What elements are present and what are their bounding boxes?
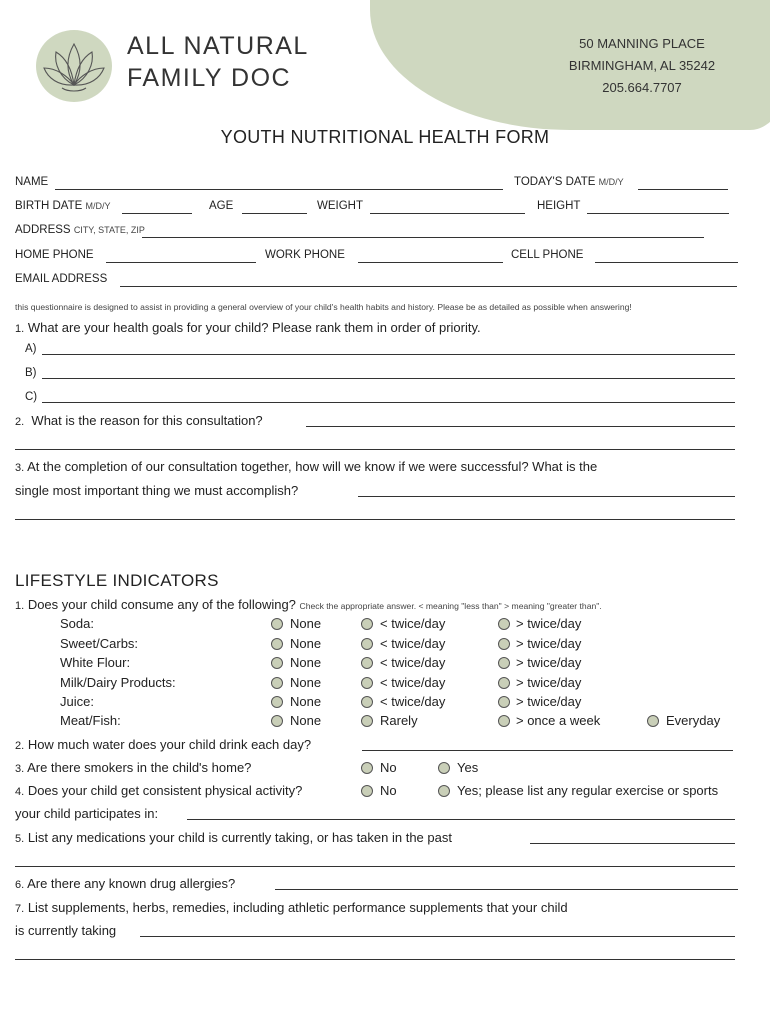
goal-b-field[interactable] bbox=[42, 378, 735, 379]
radio-sweets-more[interactable] bbox=[498, 638, 510, 650]
sweets-more-label: > twice/day bbox=[516, 636, 582, 651]
consultation-reason-field[interactable] bbox=[306, 426, 735, 427]
water-intake-field[interactable] bbox=[362, 750, 733, 751]
soda-none-label: None bbox=[290, 616, 322, 631]
cell-phone-field[interactable] bbox=[595, 262, 738, 263]
radio-soda-less[interactable] bbox=[361, 618, 373, 630]
dairy-more-label: > twice/day bbox=[516, 675, 582, 690]
lotus-logo-icon bbox=[36, 30, 112, 102]
brand-line-2: FAMILY DOC bbox=[127, 64, 292, 92]
radio-meat-rarely[interactable] bbox=[361, 715, 373, 727]
sweets-less-label: < twice/day bbox=[380, 636, 446, 651]
lifestyle-question-3 bbox=[15, 760, 251, 775]
radio-juice-more[interactable] bbox=[498, 696, 510, 708]
lifestyle-6-text: Are there any known drug allergies? bbox=[27, 876, 236, 891]
question-3 bbox=[15, 459, 597, 474]
height-label: HEIGHT bbox=[537, 200, 581, 212]
food-label-soda: Soda: bbox=[60, 616, 94, 631]
radio-flour-more[interactable] bbox=[498, 657, 510, 669]
birth-date-text: BIRTH DATE bbox=[15, 200, 83, 212]
soda-more-label: > twice/day bbox=[516, 616, 582, 631]
radio-meat-everyday[interactable] bbox=[647, 715, 659, 727]
success-field[interactable] bbox=[358, 496, 735, 497]
lifestyle-4-continued: your child participates in: bbox=[15, 806, 159, 821]
food-label-dairy: Milk/Dairy Products: bbox=[60, 675, 176, 690]
lifestyle-7-continued: is currently taking bbox=[15, 923, 117, 938]
lifestyle-1-text: Does your child consume any of the following? bbox=[27, 597, 296, 612]
question-2-number: 2. bbox=[15, 416, 25, 428]
medications-field[interactable] bbox=[530, 843, 735, 844]
todays-date-text: TODAY'S DATE bbox=[514, 176, 596, 188]
radio-meat-weekly[interactable] bbox=[498, 715, 510, 727]
food-label-meat: Meat/Fish: bbox=[60, 713, 121, 728]
radio-dairy-more[interactable] bbox=[498, 677, 510, 689]
name-field[interactable] bbox=[55, 189, 503, 190]
smokers-yes-label: Yes bbox=[457, 760, 479, 775]
supplements-field[interactable] bbox=[140, 936, 735, 937]
age-field[interactable] bbox=[242, 213, 307, 214]
radio-flour-none[interactable] bbox=[271, 657, 283, 669]
radio-meat-none[interactable] bbox=[271, 715, 283, 727]
soda-less-label: < twice/day bbox=[380, 616, 446, 631]
radio-juice-none[interactable] bbox=[271, 696, 283, 708]
lifestyle-3-number: 3. bbox=[15, 763, 25, 775]
radio-sweets-less[interactable] bbox=[361, 638, 373, 650]
lifestyle-7-number: 7. bbox=[15, 903, 25, 915]
address-line-2: BIRMINGHAM, AL 35242 bbox=[568, 58, 716, 73]
weight-field[interactable] bbox=[370, 213, 525, 214]
lifestyle-5-number: 5. bbox=[15, 833, 25, 845]
email-field[interactable] bbox=[120, 286, 737, 287]
question-1-text: What are your health goals for your child? Please rank them in order of priority. bbox=[27, 320, 481, 335]
lifestyle-question-7 bbox=[15, 900, 568, 915]
lifestyle-question-2 bbox=[15, 737, 311, 752]
success-field-2[interactable] bbox=[15, 519, 735, 520]
brand-line-1: ALL NATURAL bbox=[127, 32, 309, 60]
radio-smokers-yes[interactable] bbox=[438, 762, 450, 774]
radio-dairy-none[interactable] bbox=[271, 677, 283, 689]
lifestyle-1-note: Check the appropriate answer. < meaning "less than" > meaning "greater than". bbox=[299, 601, 602, 611]
form-title: YOUTH NUTRITIONAL HEALTH FORM bbox=[220, 127, 550, 147]
goal-c-field[interactable] bbox=[42, 402, 735, 403]
radio-smokers-no[interactable] bbox=[361, 762, 373, 774]
meat-everyday-label: Everyday bbox=[666, 713, 721, 728]
lifestyle-heading: LIFESTYLE INDICATORS bbox=[15, 571, 219, 590]
weight-label: WEIGHT bbox=[317, 200, 363, 212]
flour-less-label: < twice/day bbox=[380, 655, 446, 670]
juice-less-label: < twice/day bbox=[380, 694, 446, 709]
question-1 bbox=[15, 320, 481, 335]
clinic-phone: 205.664.7707 bbox=[602, 80, 682, 95]
birth-date-field[interactable] bbox=[122, 213, 192, 214]
goal-c-label: C) bbox=[25, 391, 38, 403]
lifestyle-question-4 bbox=[15, 783, 302, 798]
activity-field[interactable] bbox=[187, 819, 735, 820]
home-phone-label: HOME PHONE bbox=[15, 249, 94, 261]
activity-no-label: No bbox=[380, 783, 397, 798]
question-1-number: 1. bbox=[15, 323, 25, 335]
flour-none-label: None bbox=[290, 655, 322, 670]
flour-more-label: > twice/day bbox=[516, 655, 582, 670]
home-phone-field[interactable] bbox=[106, 262, 256, 263]
goal-a-field[interactable] bbox=[42, 354, 735, 355]
height-field[interactable] bbox=[587, 213, 729, 214]
radio-activity-no[interactable] bbox=[361, 785, 373, 797]
todays-date-format: M/D/Y bbox=[598, 177, 624, 187]
question-2-text: What is the reason for this consultation? bbox=[31, 413, 263, 428]
birth-date-label bbox=[15, 200, 111, 212]
lifestyle-7-text: List supplements, herbs, remedies, including athletic performance supplements that your child bbox=[27, 900, 568, 915]
radio-dairy-less[interactable] bbox=[361, 677, 373, 689]
email-label: EMAIL ADDRESS bbox=[15, 273, 108, 285]
lifestyle-4-number: 4. bbox=[15, 786, 25, 798]
juice-none-label: None bbox=[290, 694, 322, 709]
clinic-address bbox=[542, 33, 742, 99]
food-label-sweets: Sweet/Carbs: bbox=[60, 636, 139, 651]
address-field[interactable] bbox=[142, 237, 704, 238]
radio-flour-less[interactable] bbox=[361, 657, 373, 669]
dairy-none-label: None bbox=[290, 675, 322, 690]
supplements-field-2[interactable] bbox=[15, 959, 735, 960]
address-label bbox=[15, 224, 145, 236]
juice-more-label: > twice/day bbox=[516, 694, 582, 709]
address-hint: CITY, STATE, ZIP bbox=[73, 225, 145, 235]
goal-a-label: A) bbox=[25, 343, 37, 355]
lifestyle-question-5 bbox=[15, 830, 452, 845]
meat-none-label: None bbox=[290, 713, 322, 728]
activity-yes-label: Yes; please list any regular exercise or sports bbox=[457, 783, 719, 798]
meat-weekly-label: > once a week bbox=[516, 713, 601, 728]
smokers-no-label: No bbox=[380, 760, 397, 775]
lifestyle-2-number: 2. bbox=[15, 740, 25, 752]
dairy-less-label: < twice/day bbox=[380, 675, 446, 690]
lifestyle-4-text: Does your child get consistent physical activity? bbox=[27, 783, 303, 798]
goal-b-label: B) bbox=[25, 367, 37, 379]
allergies-field[interactable] bbox=[275, 889, 738, 890]
intro-note: this questionnaire is designed to assist in providing a general overview of your child's health habits and history. Please be as detailed as possible when answering! bbox=[15, 302, 632, 312]
brand-name bbox=[127, 30, 309, 94]
lifestyle-5-text: List any medications your child is currently taking, or has taken in the past bbox=[27, 830, 452, 845]
radio-soda-more[interactable] bbox=[498, 618, 510, 630]
todays-date-label bbox=[514, 176, 624, 188]
address-text: ADDRESS bbox=[15, 224, 71, 236]
food-label-juice: Juice: bbox=[60, 694, 94, 709]
radio-juice-less[interactable] bbox=[361, 696, 373, 708]
work-phone-field[interactable] bbox=[358, 262, 503, 263]
radio-soda-none[interactable] bbox=[271, 618, 283, 630]
todays-date-field[interactable] bbox=[638, 189, 728, 190]
sweets-none-label: None bbox=[290, 636, 322, 651]
lifestyle-3-text: Are there smokers in the child's home? bbox=[27, 760, 252, 775]
lifestyle-2-text: How much water does your child drink each day? bbox=[27, 737, 312, 752]
age-label: AGE bbox=[209, 200, 234, 212]
question-3-number: 3. bbox=[15, 462, 25, 474]
question-3-continued: single most important thing we must accomplish? bbox=[15, 483, 299, 498]
radio-activity-yes[interactable] bbox=[438, 785, 450, 797]
lifestyle-question-1 bbox=[15, 597, 602, 612]
food-label-white-flour: White Flour: bbox=[60, 655, 131, 670]
birth-date-format: M/D/Y bbox=[85, 201, 111, 211]
meat-rarely-label: Rarely bbox=[380, 713, 418, 728]
medications-field-2[interactable] bbox=[15, 866, 735, 867]
question-3-text: At the completion of our consultation together, how will we know if we were successful? What is the bbox=[27, 459, 598, 474]
address-line-1: 50 MANNING PLACE bbox=[579, 36, 705, 51]
work-phone-label: WORK PHONE bbox=[265, 249, 345, 261]
lifestyle-question-6 bbox=[15, 876, 235, 891]
consultation-reason-field-2[interactable] bbox=[15, 449, 735, 450]
question-2 bbox=[15, 413, 263, 428]
name-label: NAME bbox=[15, 176, 49, 188]
radio-sweets-none[interactable] bbox=[271, 638, 283, 650]
lifestyle-6-number: 6. bbox=[15, 879, 25, 891]
lifestyle-1-number: 1. bbox=[15, 600, 25, 612]
cell-phone-label: CELL PHONE bbox=[511, 249, 584, 261]
